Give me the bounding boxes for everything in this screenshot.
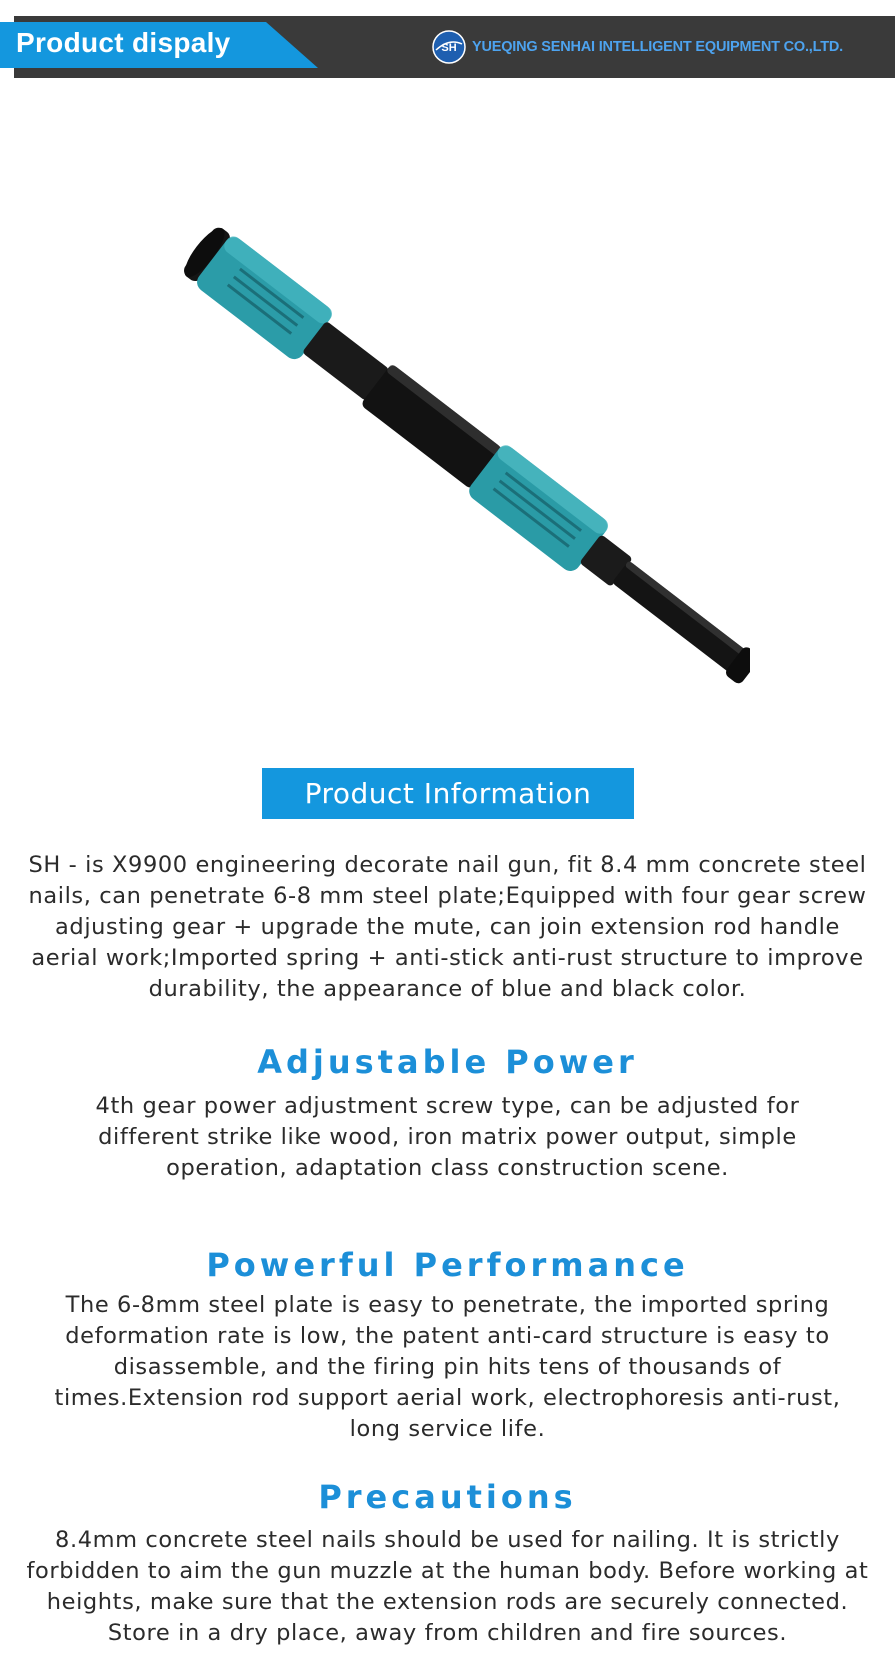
adjustable-power-text: 4th gear power adjustment screw type, can be adjusted for different strike like wood, iron matrix power output, simple operation, adaptation class construction scene.	[95, 1093, 800, 1181]
powerful-performance-text: The 6-8mm steel plate is easy to penetrate, the imported spring deformation rate is low, the patent anti-card structure is easy to disassemble, and the firing pin hits tens of thousands of times.Extension rod support aerial work, electrophoresis anti-rust, long service life.	[54, 1292, 841, 1442]
page-title: Product dispaly	[16, 27, 231, 58]
nail-gun-image	[140, 165, 750, 710]
precautions-heading: Precautions	[318, 1478, 577, 1516]
product-information-text: SH - is X9900 engineering decorate nail gun, fit 8.4 mm concrete steel nails, can penetrate 6-8 mm steel plate;Equipped with four gear screw adjusting gear + upgrade the mute, can join extension rod handle aerial work;Imported spring + anti-stick anti-rust structure to improve durability, the appearance of blue and black color.	[28, 852, 867, 1002]
company-name: YUEQING SENHAI INTELLIGENT EQUIPMENT CO.,LTD.	[472, 39, 843, 55]
precautions-text: 8.4mm concrete steel nails should be used for nailing. It is strictly forbidden to aim the gun muzzle at the human body. Before working at heights, make sure that the extension rods are securely connected. Store in a dry place, away from children and fire sources.	[26, 1527, 869, 1646]
company-brand	[432, 30, 843, 64]
company-logo-icon	[432, 30, 466, 64]
powerful-performance-heading: Powerful Performance	[206, 1246, 689, 1284]
logo-text: SH	[441, 42, 457, 54]
adjustable-power-heading: Adjustable Power	[257, 1043, 638, 1081]
product-information-label: Product Information	[262, 768, 634, 819]
